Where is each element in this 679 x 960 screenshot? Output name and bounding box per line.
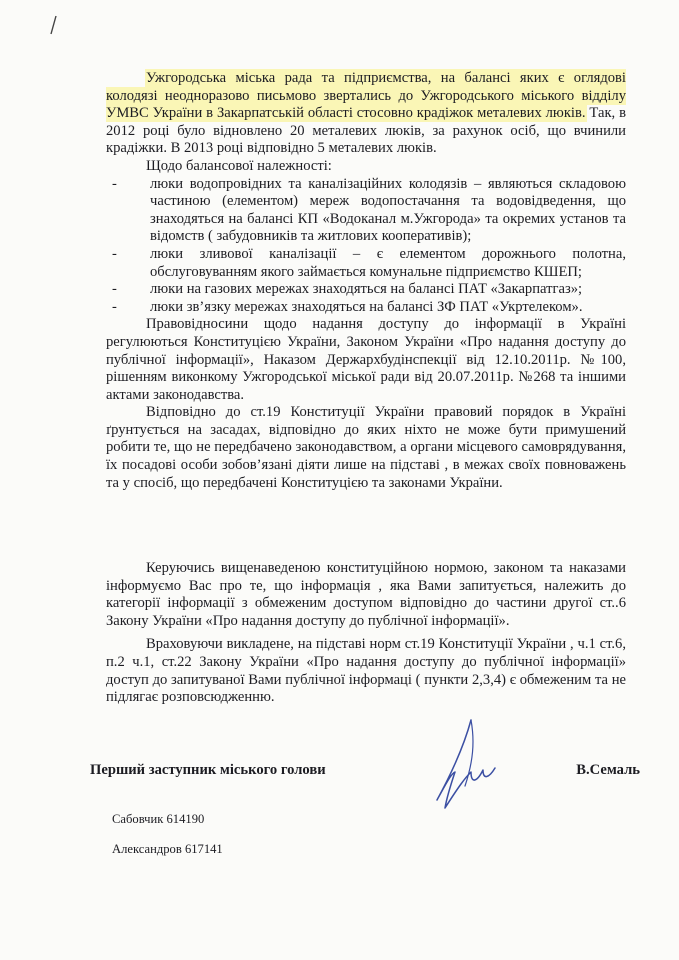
executor-2: Александров 617141: [112, 842, 223, 856]
highlighted-text: Ужгородська міська рада та підприємства, на балансі яких є оглядові колодязі неодноразово письмово звертались до Ужгородського міського відділу УМВС України в Закарпатській області стосовно крадіжок металевих люків.: [106, 70, 626, 122]
paragraph-6: Враховуючи викладене, на підставі норм ст.19 Конституції України , ч.1 ст.6, п.2 ч.1, ст.22 Закону України «Про надання доступу до публічної інформації» доступ до запитуваної Вами публічної інформаці ( пункти 2,3,4) є обмеженим та не підлягає розповсюдженню.: [106, 636, 626, 706]
signatory-title: Перший заступник міського голови: [90, 762, 326, 778]
paragraph-4: Відповідно до ст.19 Конституції України правовий порядок в Україні ґрунтується на засадах, відповідно до яких ніхто не може бути примушений робити те, що не передбачено законодавством, а органи місцевого самоврядування, їх посадові особи зобов’язані діяти лише на підставі , в межах своїх повноважень та у спосіб, що передбачені Конституцією та законами України.: [106, 404, 626, 491]
signatory-name: В.Семаль: [576, 762, 640, 778]
paragraph-1: [106, 70, 626, 158]
list-item: - люки зв’язку мережах знаходяться на балансі ЗФ ПАТ «Укртелеком».: [106, 299, 626, 317]
list-item: - люки на газових мережах знаходяться на балансі ПАТ «Закарпатгаз»;: [106, 281, 626, 299]
list-item: - люки водопровідних та каналізаційних колодязів – являються складовою частиною (елементом) мереж водопостачання та водовідведення, що знаходяться на балансі КП «Водоканал м.Ужгорода» та окремих установ та відомств ( забудовників та житлових кооперативів);: [106, 176, 626, 246]
corner-mark: [46, 14, 60, 36]
paragraph-1-rest: Так, в 2012 році було відновлено 20 металевих люків, за рахунок осіб, що вчинили крадіжки. В 2013 році відповідно 5 металевих люків.: [106, 105, 626, 157]
body-text-lower: [106, 560, 626, 707]
handwritten-signature: [425, 712, 505, 812]
executor-1: Сабовчик 614190: [112, 812, 205, 826]
paragraph-3: Правовідносини щодо надання доступу до інформації в Україні регулюються Конституцією України, Законом України «Про надання доступу до публічної інформації», Наказом Держархбудінспекції від 12.10.2011р. №100, рішенням виконкому Ужгородської міської ради від 20.07.2011р. №268 та іншими актами законодавства.: [106, 316, 626, 403]
paragraph-2: Щодо балансової належності:: [146, 157, 332, 174]
ownership-list: [106, 176, 626, 317]
body-text: [106, 70, 626, 492]
paragraph-5: Керуючись вищенаведеною конституційною нормою, законом та наказами інформуємо Вас про те, що інформація , яка Вами запитується, належить до категорії інформації з обмеженим доступом відповідно до частини другої ст..6 Закону України «Про надання доступу до публічної інформації».: [106, 560, 626, 629]
list-item: - люки зливової каналізації – є елементом дорожнього полотна, обслуговуванням якого займається комунальне підприємство КШЕП;: [106, 246, 626, 281]
